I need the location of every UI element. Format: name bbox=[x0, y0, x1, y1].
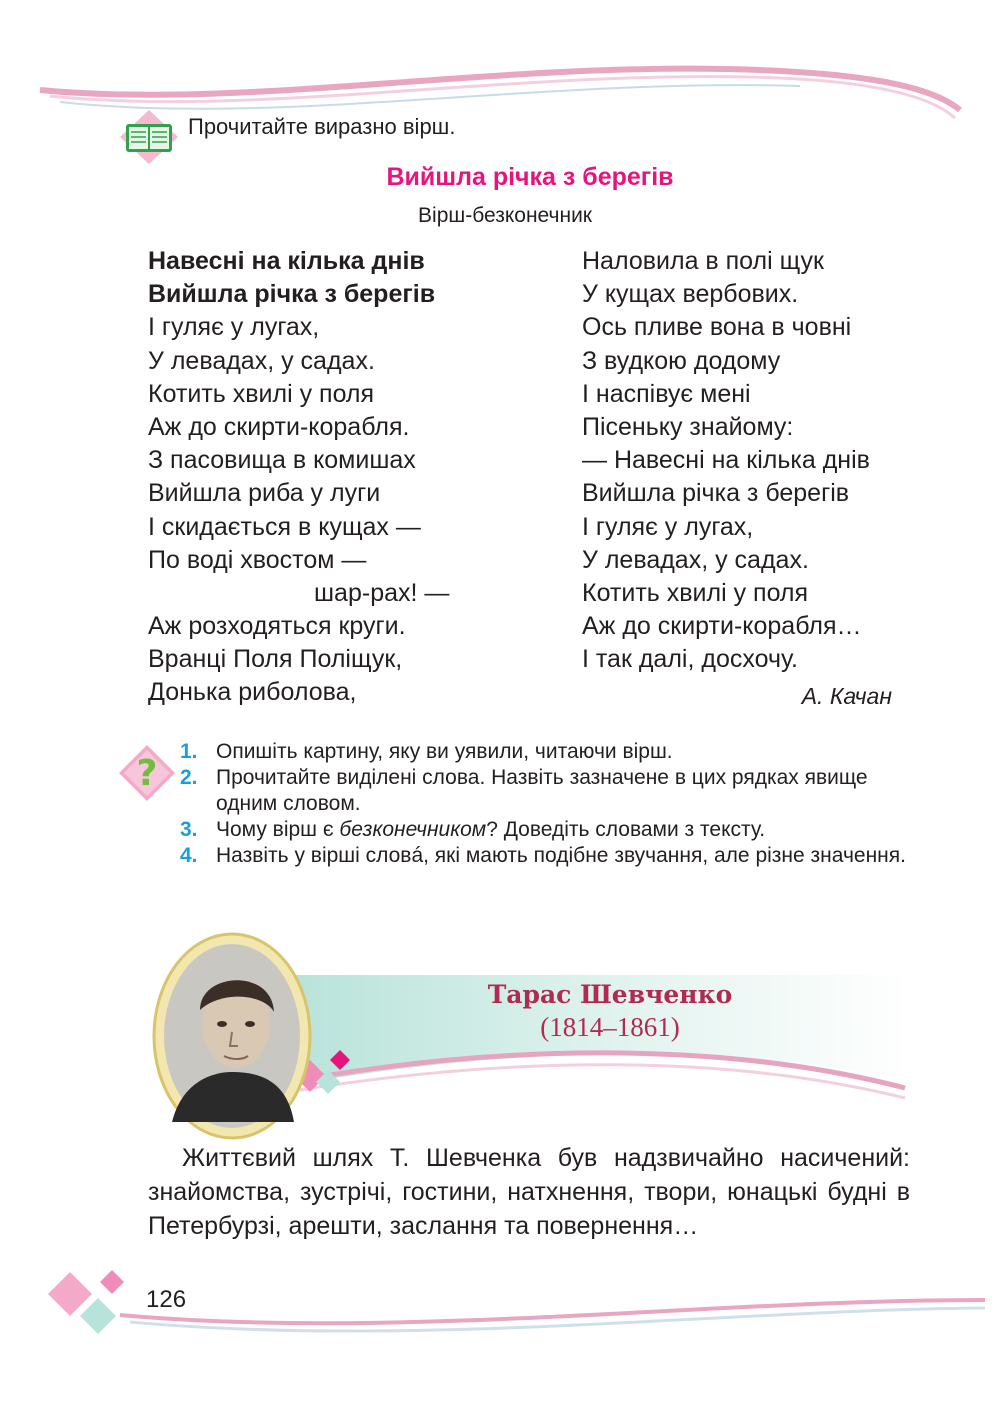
question-number: 4. bbox=[180, 844, 198, 867]
question-item bbox=[180, 817, 920, 843]
biography-text bbox=[148, 1141, 910, 1243]
biography-paragraph: Життєвий шлях Т. Шевченка був надзвичайно насичений: знайомства, зустрічі, гостини, натхнення, твори, юнацькі будні в Петербурзі, арешти, заслання та повернення… bbox=[148, 1144, 910, 1240]
poem-title: Вийшла річка з берегів bbox=[386, 163, 674, 191]
poem-line: Вийшла річка з берегів bbox=[582, 479, 850, 508]
poem-line: І скидається в кущах — bbox=[148, 512, 421, 541]
poem-subtitle: Вірш-безконечник bbox=[418, 204, 592, 227]
poem-line: І гуляє у лугах, bbox=[582, 512, 754, 541]
question-number: 2. bbox=[180, 766, 198, 789]
poem-line: У левадах, у садах. bbox=[148, 346, 375, 375]
question-number: 3. bbox=[180, 818, 198, 841]
svg-text:?: ? bbox=[136, 753, 158, 794]
shevchenko-portrait bbox=[152, 932, 312, 1140]
questions-list bbox=[180, 739, 920, 869]
question-emphasis: безконечником bbox=[339, 818, 487, 841]
question-text: Чому вірш є bbox=[216, 818, 340, 841]
question-text-end: ? Доведіть словами з тексту. bbox=[486, 818, 766, 841]
poem-line: Вранці Поля Поліщук, bbox=[148, 645, 403, 674]
biography-years: (1814–1861) bbox=[540, 1012, 680, 1042]
poem-line: Аж до скирти-корабля. bbox=[148, 412, 410, 441]
poem-line: Ось пливе вона в човні bbox=[582, 313, 852, 342]
poem-line: — Навесні на кілька днів bbox=[582, 446, 870, 475]
poem-line: У кущах вербових. bbox=[582, 280, 799, 309]
corner-diamonds-decoration bbox=[40, 1262, 140, 1342]
poem-line: шар-рах! — bbox=[314, 578, 450, 607]
poem-line: Донька риболова, bbox=[148, 678, 357, 707]
poem-line: Вийшла річка з берегів bbox=[148, 280, 436, 309]
question-mark-icon bbox=[118, 744, 176, 802]
poem-line: У левадах, у садах. bbox=[582, 545, 809, 574]
bottom-decorative-swoosh bbox=[0, 1270, 992, 1360]
poem-line: Наловила в полі щук bbox=[582, 247, 824, 275]
question-text: Назвіть у вірші словá, які мають подібне звучання, але різне значення. bbox=[216, 844, 906, 867]
poem-line: Аж до скирти-корабля… bbox=[582, 612, 862, 641]
page-number: 126 bbox=[146, 1286, 187, 1313]
poem-line: З пасовища в комишах bbox=[148, 446, 416, 475]
poem-line: Котить хвилі у поля bbox=[582, 578, 809, 607]
biography-name: Тарас Шевченко bbox=[487, 980, 733, 1009]
poem-line: Аж розходяться круги. bbox=[148, 612, 406, 641]
question-item bbox=[180, 765, 920, 817]
question-text: Прочитайте виділені слова. Назвіть зазначене в цих рядках явище одним словом. bbox=[216, 766, 868, 815]
poem-line: Навесні на кілька днів bbox=[148, 247, 425, 275]
question-item bbox=[180, 739, 920, 765]
poem-line: І наспівує мені bbox=[582, 379, 751, 408]
poem-line: По воді хвостом — bbox=[148, 545, 367, 574]
poem-line: З вудкою додому bbox=[582, 346, 781, 375]
poem-left-column bbox=[148, 245, 528, 710]
poem-line: Пісеньку знайому: bbox=[582, 412, 794, 441]
book-icon bbox=[118, 108, 180, 166]
poem-line: І гуляє у лугах, bbox=[148, 313, 320, 342]
poem-line: І так далі, досхочу. bbox=[582, 645, 798, 674]
poem-line: Вийшла риба у луги bbox=[148, 479, 381, 508]
question-number: 1. bbox=[180, 740, 198, 763]
question-item bbox=[180, 843, 920, 869]
reading-instruction: Прочитайте виразно вірш. bbox=[188, 114, 456, 139]
question-text: Опишіть картину, яку ви уявили, читаючи вірш. bbox=[216, 740, 673, 763]
poem-line: Котить хвилі у поля bbox=[148, 379, 375, 408]
poem-author: А. Качан bbox=[801, 683, 892, 709]
poem-right-column bbox=[582, 245, 912, 676]
